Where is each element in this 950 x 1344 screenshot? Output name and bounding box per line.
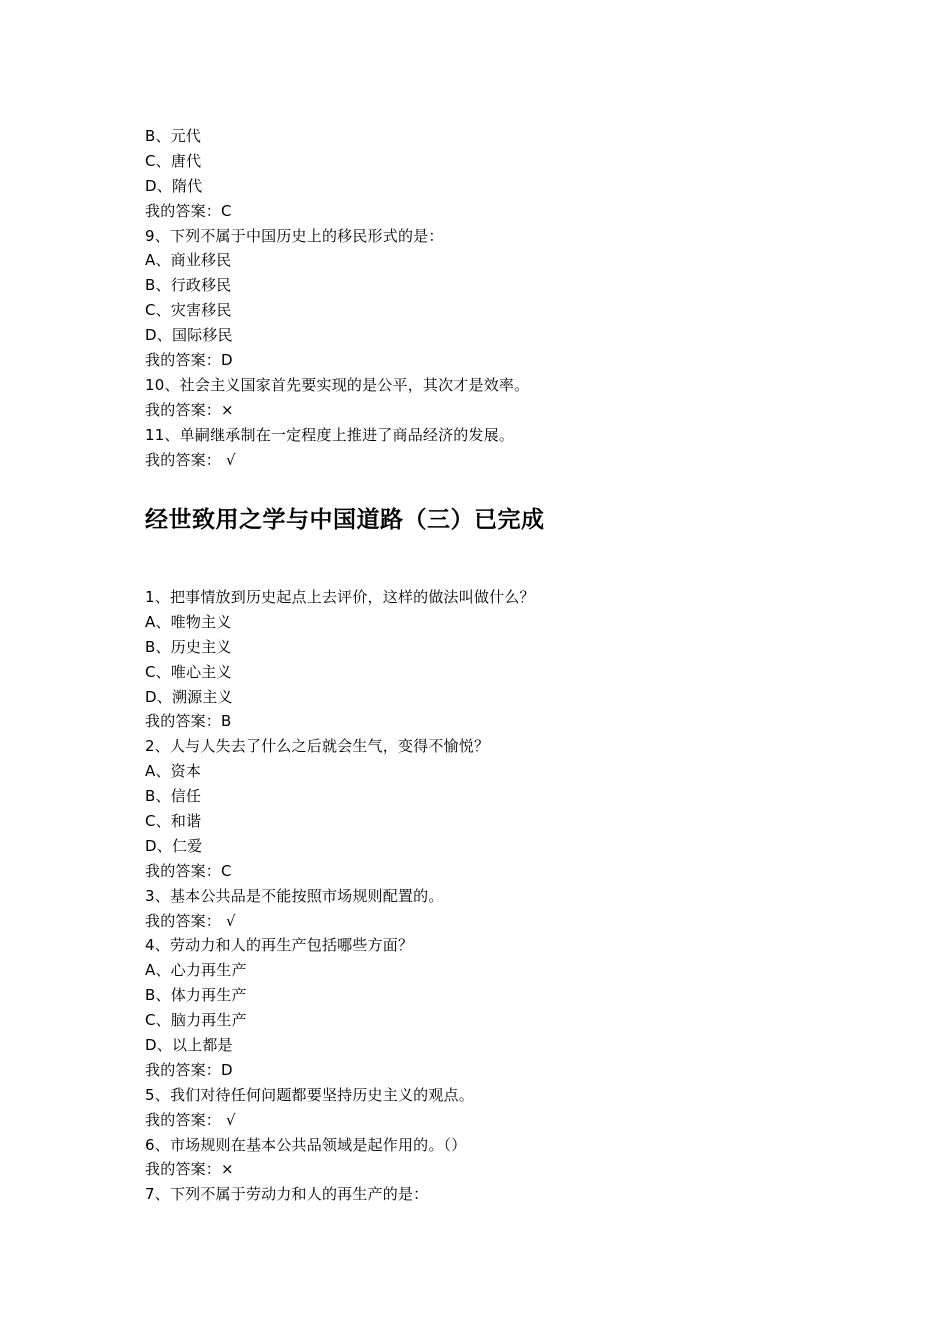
answer-line: 我的答案：C: [145, 201, 232, 220]
question-list: [145, 585, 845, 1207]
option-line: B、信任: [145, 787, 202, 806]
option-line: B、体力再生产: [145, 986, 247, 1005]
option-line: D、溯源主义: [145, 687, 233, 706]
answer-line: 我的答案： √: [145, 911, 236, 930]
option-line: C、唯心主义: [145, 662, 232, 681]
question-line: 11、单嗣继承制在一定程度上推进了商品经济的发展。: [145, 425, 515, 444]
option-line: D、仁爱: [145, 836, 203, 855]
section-heading: 经世致用之学与中国道路（三）已完成: [145, 507, 545, 533]
answer-line: 我的答案：C: [145, 861, 232, 880]
option-line: A、资本: [145, 762, 202, 781]
option-line: D、以上都是: [145, 1036, 233, 1055]
option-line: B、元代: [145, 127, 202, 145]
option-line: B、历史主义: [145, 637, 232, 656]
option-line: C、唐代: [145, 151, 202, 170]
answer-line: 我的答案： √: [145, 450, 236, 469]
question-line: 1、把事情放到历史起点上去评价，这样的做法叫做什么？: [145, 588, 535, 606]
option-line: C、灾害移民: [145, 301, 232, 320]
answer-line: 我的答案： √: [145, 1110, 236, 1129]
question-line: 9、下列不属于中国历史上的移民形式的是：: [145, 226, 444, 245]
question-line: 2、人与人失去了什么之后就会生气，变得不愉悦？: [145, 737, 490, 756]
question-line: 4、劳动力和人的再生产包括哪些方面？: [145, 936, 414, 955]
answer-line: 我的答案：D: [145, 351, 233, 370]
option-line: D、国际移民: [145, 326, 233, 345]
question-line: 6、市场规则在基本公共品领域是起作用的。（）: [145, 1135, 467, 1154]
answer-line: 我的答案：×: [145, 400, 234, 419]
question-line: 10、社会主义国家首先要实现的是公平，其次才是效率。: [145, 375, 530, 394]
answer-line: 我的答案：×: [145, 1160, 234, 1179]
question-list-continued: [145, 124, 845, 472]
option-line: A、心力再生产: [145, 961, 247, 980]
answer-line: 我的答案：B: [145, 712, 232, 731]
option-line: A、商业移民: [145, 251, 232, 270]
option-line: A、唯物主义: [145, 612, 232, 631]
option-line: C、脑力再生产: [145, 1011, 247, 1030]
option-line: B、行政移民: [145, 276, 232, 295]
answer-line: 我的答案：D: [145, 1060, 233, 1079]
question-line: 7、下列不属于劳动力和人的再生产的是：: [145, 1185, 429, 1204]
option-line: D、隋代: [145, 176, 203, 195]
option-line: C、和谐: [145, 812, 202, 831]
question-line: 3、基本公共品是不能按照市场规则配置的。: [145, 886, 444, 905]
question-line: 5、我们对待任何问题都要坚持历史主义的观点。: [145, 1085, 474, 1104]
